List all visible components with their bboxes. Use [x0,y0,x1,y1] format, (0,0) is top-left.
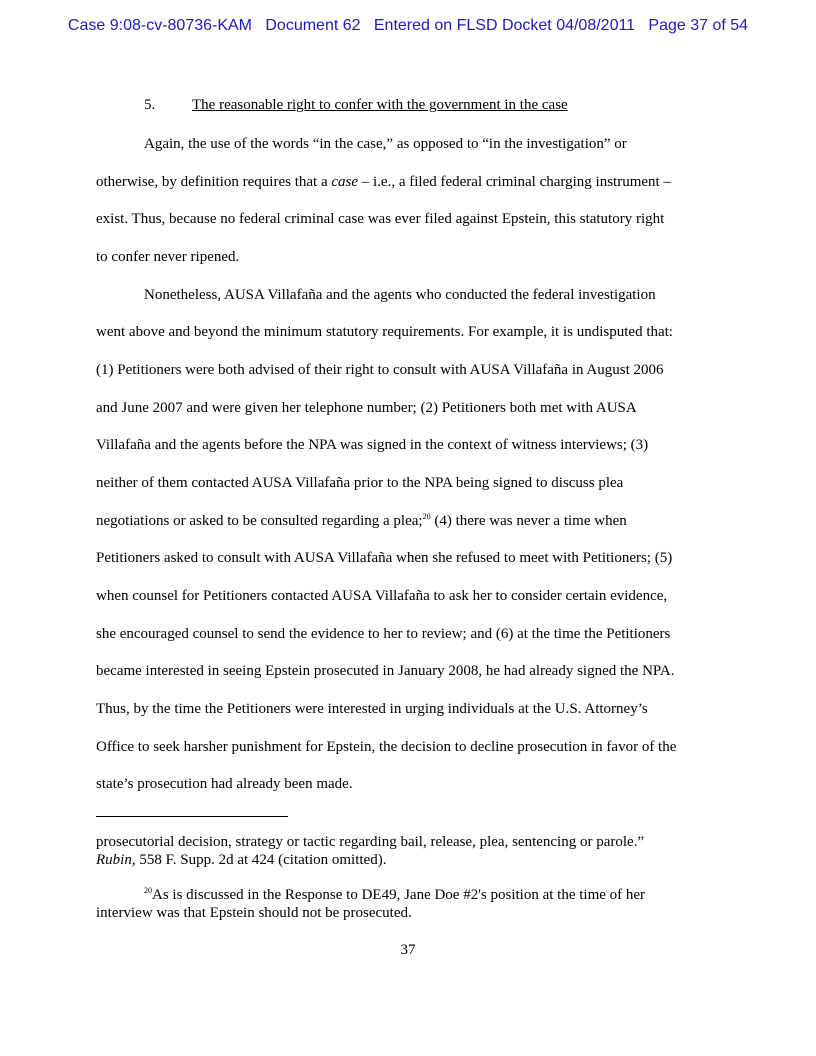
italic-run: Rubin [96,852,132,868]
text-run: As is discussed in the Response to DE49, Jane Doe #2's position at the time of her [152,887,646,903]
paragraph-1-line-4: to confer never ripened. [96,249,240,265]
italic-run: case [331,174,359,190]
paragraph-1-line-3: exist. Thus, because no federal criminal case was ever filed against Epstein, this statutory right [96,211,665,227]
page-number: 37 [400,942,416,958]
page-indicator: Page 37 of 54 [648,17,749,34]
text-run: – i.e., a filed federal criminal charging instrument – [358,174,671,190]
footnote-separator [96,816,288,817]
paragraph-1-line-1: Again, the use of the words “in the case,” as opposed to “in the investigation” or [144,136,627,152]
docket-header [0,17,816,35]
text-run: , 558 F. Supp. 2d at 424 (citation omitted). [131,852,387,868]
paragraph-2-line-10: she encouraged counsel to send the evidence to her to review; and (6) at the time the Petitioners [96,626,671,642]
footnote-continued-line-2 [96,852,386,869]
paragraph-2-line-11: became interested in seeing Epstein prosecuted in January 2008, he had already signed the NPA. [96,663,675,679]
footnote-continued-line-1: prosecutorial decision, strategy or tactic regarding bail, release, plea, sentencing or parole.” [96,834,645,850]
document-number: Document 62 [265,17,361,34]
paragraph-2-line-6: neither of them contacted AUSA Villafaña prior to the NPA being signed to discuss plea [96,475,624,491]
paragraph-1-line-2 [96,173,671,191]
paragraph-2-line-13: Office to seek harsher punishment for Epstein, the decision to decline prosecution in favor of the [96,739,677,755]
paragraph-2-line-14: state’s prosecution had already been made. [96,776,353,792]
paragraph-2-line-1: Nonetheless, AUSA Villafaña and the agents who conducted the federal investigation [144,287,656,303]
paragraph-2-line-4: and June 2007 and were given her telephone number; (2) Petitioners both met with AUSA [96,400,637,416]
section-title: The reasonable right to confer with the government in the case [192,97,568,113]
case-number: Case 9:08-cv-80736-KAM [67,17,253,34]
paragraph-2-line-5: Villafaña and the agents before the NPA was signed in the context of witness interviews; (3) [96,437,649,453]
text-run: otherwise, by definition requires that a [96,174,332,190]
footnote-marker-20: 20 [144,886,152,895]
text-run: (4) there was never a time when [430,513,627,529]
section-number: 5. [144,97,156,113]
footnote-20-line-1 [144,887,645,904]
footnote-20-line-2: interview was that Epstein should not be prosecuted. [96,905,412,921]
paragraph-2-line-2: went above and beyond the minimum statutory requirements. For example, it is undisputed that: [96,324,673,340]
docket-entry: Entered on FLSD Docket 04/08/2011 [373,17,636,34]
paragraph-2-line-7 [96,512,627,530]
footnote-ref-20: 20 [422,512,431,521]
paragraph-2-line-9: when counsel for Petitioners contacted AUSA Villafaña to ask her to consider certain evidence, [96,588,668,604]
paragraph-2-line-8: Petitioners asked to consult with AUSA Villafaña when she refused to meet with Petitioners; (5) [96,550,673,566]
paragraph-2-line-3: (1) Petitioners were both advised of their right to consult with AUSA Villafaña in August 2006 [96,362,664,378]
text-run: negotiations or asked to be consulted regarding a plea; [96,513,423,529]
paragraph-2-line-12: Thus, by the time the Petitioners were interested in urging individuals at the U.S. Attorney’s [96,701,648,717]
